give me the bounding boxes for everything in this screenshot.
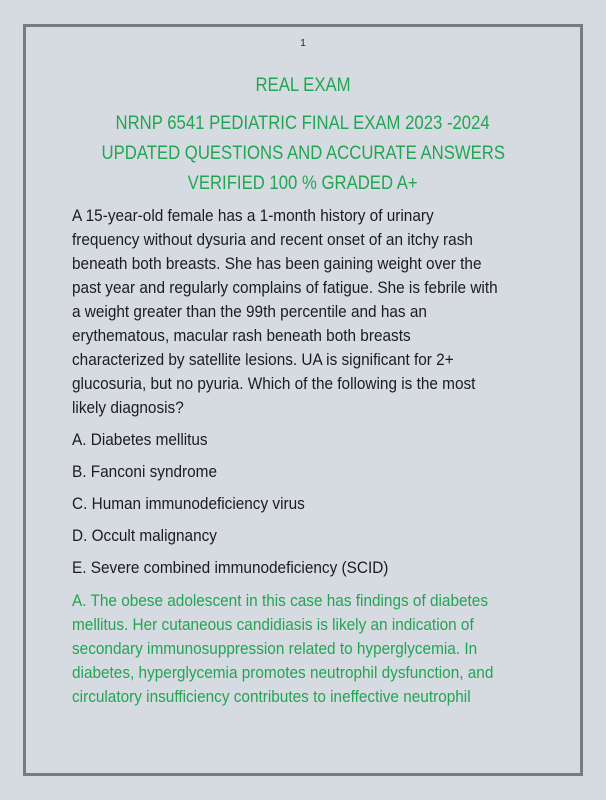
question-line: erythematous, macular rash beneath both breasts bbox=[72, 327, 411, 345]
title-course bbox=[26, 113, 580, 135]
option-e: E. Severe combined immunodeficiency (SCID) bbox=[72, 559, 389, 577]
answer-line: secondary immunosuppression related to hyperglycemia. In bbox=[72, 640, 478, 658]
page-number: 1 bbox=[300, 38, 306, 49]
option-b: B. Fanconi syndrome bbox=[72, 463, 217, 481]
answer-line: mellitus. Her cutaneous candidiasis is likely an indication of bbox=[72, 616, 474, 634]
option-a: A. Diabetes mellitus bbox=[72, 431, 208, 449]
title-text: VERIFIED 100 % GRADED A+ bbox=[188, 173, 418, 194]
question-line: beneath both breasts. She has been gaining weight over the bbox=[72, 255, 482, 273]
question-line: a weight greater than the 99th percentile and has an bbox=[72, 303, 427, 321]
title-text: NRNP 6541 PEDIATRIC FINAL EXAM 2023 -2024 bbox=[115, 113, 491, 134]
document-page bbox=[23, 24, 583, 776]
answer-line: circulatory insufficiency contributes to ineffective neutrophil bbox=[72, 688, 471, 706]
question-line: frequency without dysuria and recent onset of an itchy rash bbox=[72, 231, 473, 249]
title-updated bbox=[26, 143, 580, 165]
question-line: glucosuria, but no pyuria. Which of the following is the most bbox=[72, 375, 476, 393]
title-verified bbox=[26, 173, 580, 195]
question-line: past year and regularly complains of fatigue. She is febrile with bbox=[72, 279, 498, 297]
answer-line: diabetes, hyperglycemia promotes neutrophil dysfunction, and bbox=[72, 664, 494, 682]
question-line: characterized by satellite lesions. UA is significant for 2+ bbox=[72, 351, 454, 369]
question-line: likely diagnosis? bbox=[72, 399, 184, 417]
title-real-exam bbox=[26, 75, 580, 97]
option-d: D. Occult malignancy bbox=[72, 527, 217, 545]
option-c: C. Human immunodeficiency virus bbox=[72, 495, 305, 513]
title-text: REAL EXAM bbox=[255, 75, 351, 96]
title-text: UPDATED QUESTIONS AND ACCURATE ANSWERS bbox=[101, 143, 505, 164]
answer-line: A. The obese adolescent in this case has findings of diabetes bbox=[72, 592, 489, 610]
question-line: A 15-year-old female has a 1-month history of urinary bbox=[72, 207, 434, 225]
